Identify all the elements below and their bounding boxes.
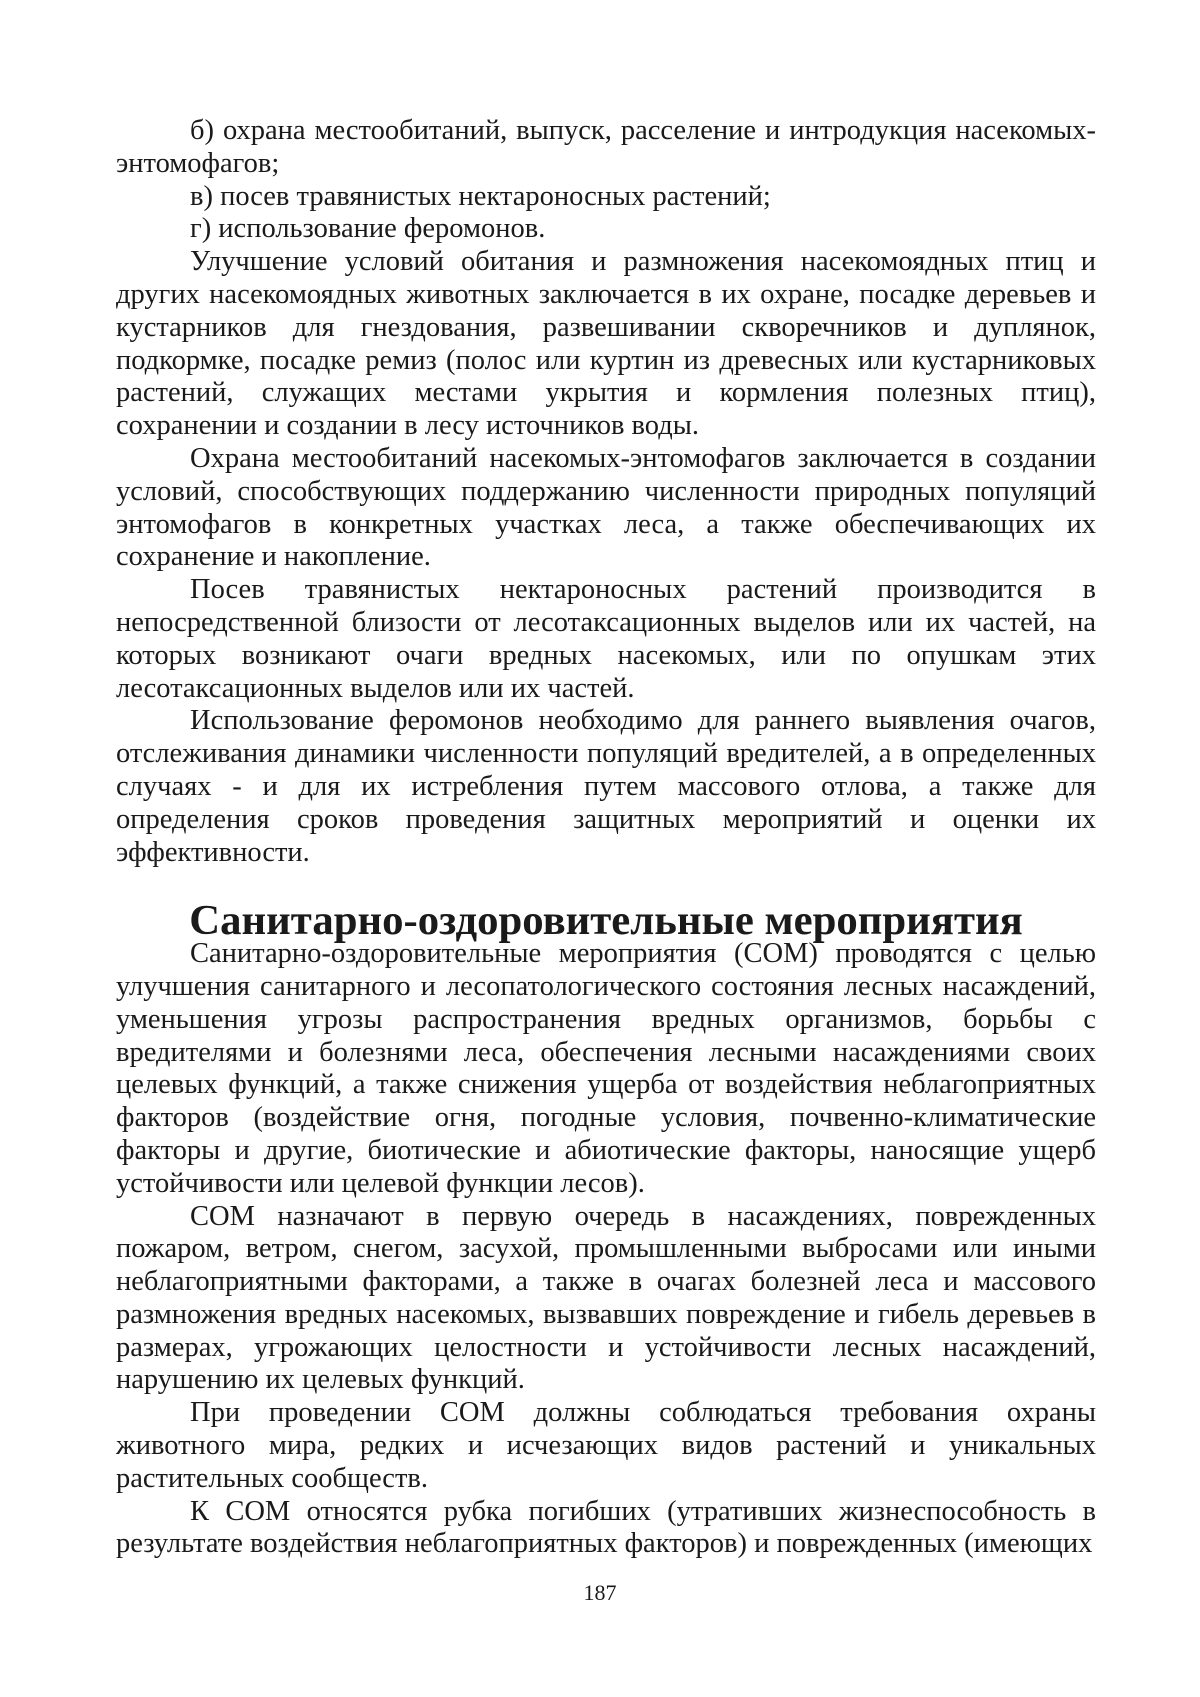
paragraph-som-definition: Санитарно-оздоровительные мероприятия (СОМ) проводятся с целью улучшения санитарного и лесопатологического состояния лесных насаждений, уменьшения угрозы распространения вредных организмов, борьбы с вредителями и болезнями леса, обеспечения лесными насаждениями своих целевых функций, а также снижения ущерба от воздействия неблагоприятных факторов (воздействие огня, погодные условия, почвенно-климатические факторы и другие, биотические и абиотические факторы, наносящие ущерб устойчивости или целевой функции лесов). xyxy=(116,938,1096,1199)
paragraph-nectar-sowing: Посев травянистых нектароносных растений производится в непосредственной близости от лесотаксационных выделов или их частей, на которых возникают очаги вредных насекомых, или по опушкам этих лесотаксационных выделов или их частей. xyxy=(116,574,1096,704)
page-number: 187 xyxy=(583,1580,617,1605)
paragraph-v-nectar-plants: в) посев травянистых нектароносных растений; xyxy=(190,180,771,212)
paragraph-som-requirements: При проведении СОМ должны соблюдаться требования охраны животного мира, редких и исчезающих видов растений и уникальных растительных сообществ. xyxy=(116,1397,1096,1494)
section-heading: Санитарно-оздоровительные мероприятия xyxy=(189,897,1023,945)
paragraph-entomophage-habitat: Охрана местообитаний насекомых-энтомофагов заключается в создании условий, способствующих поддержанию численности природных популяций энтомофагов в конкретных участках леса, а также обеспечивающих их сохранение и накопление. xyxy=(116,442,1096,573)
paragraph-pheromone-use: Использование феромонов необходимо для раннего выявления очагов, отслеживания динамики численности популяций вредителей, а в определенных случаях - и для их истребления путем массового отлова, а также для определения сроков проведения защитных мероприятий и оценки их эффективности. xyxy=(116,705,1096,868)
main-text xyxy=(116,115,1096,1561)
paragraph-som-assignment: СОМ назначают в первую очередь в насаждениях, поврежденных пожаром, ветром, снегом, засухой, промышленными выбросами или иными неблагоприятными факторами, а также в очагах болезней леса и массового размножения вредных насекомых, вызвавших повреждение и гибель деревьев в размерах, угрожающих целостности и устойчивости лесных насаждений, нарушению их целевых функций. xyxy=(116,1200,1096,1396)
paragraph-som-felling: К СОМ относятся рубка погибших (утративших жизнеспособность в результате воздействия неблагоприятных факторов) и поврежденных (имеющих xyxy=(116,1495,1096,1560)
paragraph-b-entomophages: б) охрана местообитаний, выпуск, расселение и интродукция насекомых-энтомофагов; xyxy=(116,115,1096,179)
paragraph-g-pheromones: г) использование феромонов. xyxy=(190,213,546,245)
paragraph-birds-habitat: Улучшение условий обитания и размножения насекомоядных птиц и других насекомоядных животных заключается в их охране, посадке деревьев и кустарников для гнездования, развешивании скворечников и дуплянок, подкормке, посадке ремиз (полос или куртин из древесных или кустарниковых растений, служащих местами укрытия и кормления полезных птиц), сохранении и создании в лесу источников воды. xyxy=(116,246,1096,442)
